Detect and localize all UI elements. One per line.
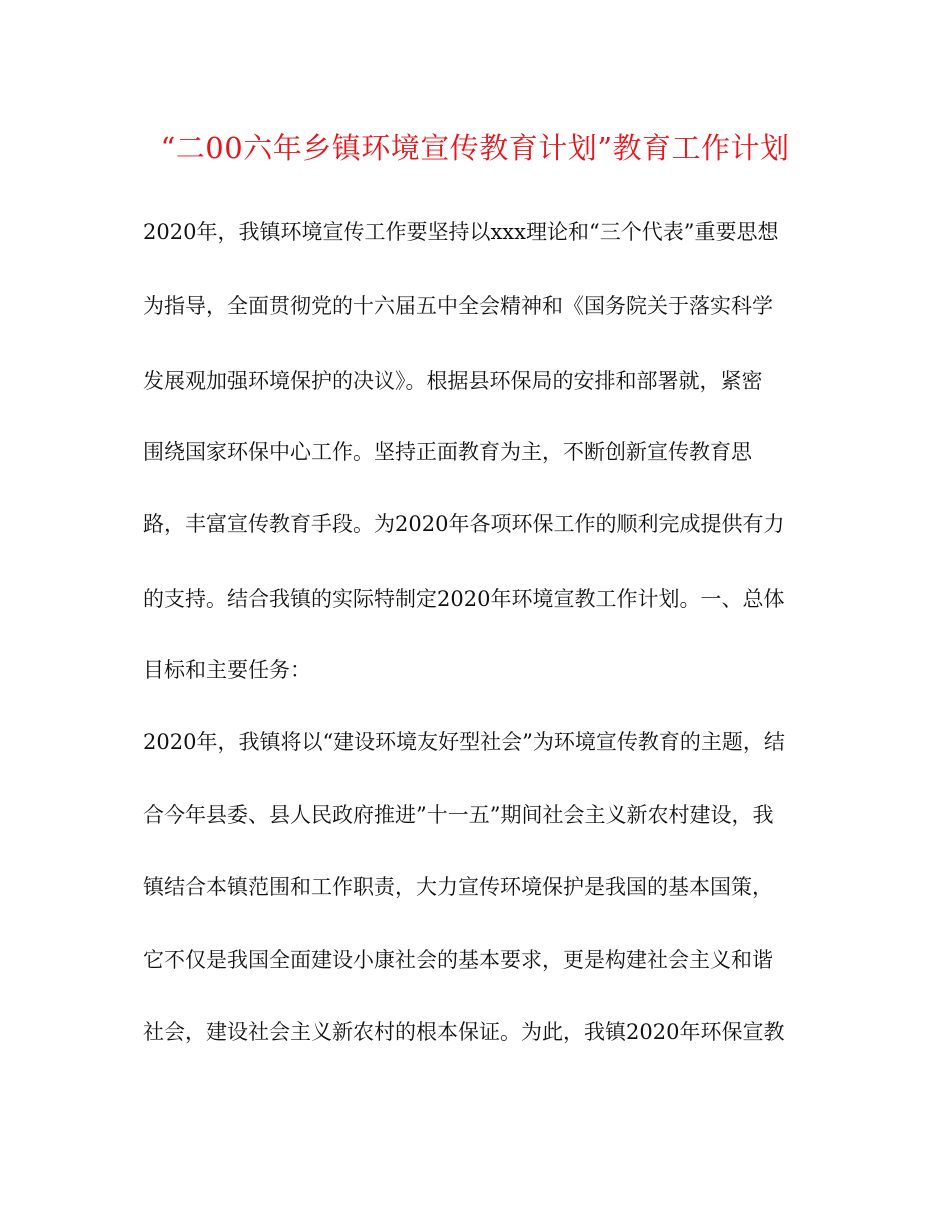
- body-line: 社会，建设社会主义新农村的根本保证。为此，我镇2020年环保宣教: [143, 1020, 785, 1044]
- body-line: 2020年，我镇环境宣传工作要坚持以xxx理论和“三个代表”重要思想: [143, 220, 779, 244]
- body-line: 发展观加强环境保护的决议》。根据县环保局的安排和部署就，紧密: [143, 369, 763, 393]
- body-line: 为指导，全面贯彻党的十六届五中全会精神和《国务院关于落实科学: [143, 294, 773, 318]
- body-line: 路，丰富宣传教育手段。为2020年各项环保工作的顺利完成提供有力: [143, 512, 785, 536]
- body-line: 2020年，我镇将以“建设环境友好型社会”为环境宣传教育的主题，结: [143, 730, 785, 754]
- body-line: 目标和主要任务：: [143, 658, 311, 682]
- body-line: 的支持。结合我镇的实际特制定2020年环境宣教工作计划。一、总体: [143, 587, 785, 611]
- body-line: 合今年县委、县人民政府推进”十一五”期间社会主义新农村建设，我: [143, 803, 774, 827]
- body-line: 镇结合本镇范围和工作职责，大力宣传环境保护是我国的基本国策，: [143, 875, 773, 899]
- body-line: 它不仅是我国全面建设小康社会的基本要求，更是构建社会主义和谐: [143, 948, 773, 972]
- body-line: 围绕国家环保中心工作。坚持正面教育为主，不断创新宣传教育思: [143, 440, 752, 464]
- document-title: “二00六年乡镇环境宣传教育计划”教育工作计划: [160, 131, 790, 165]
